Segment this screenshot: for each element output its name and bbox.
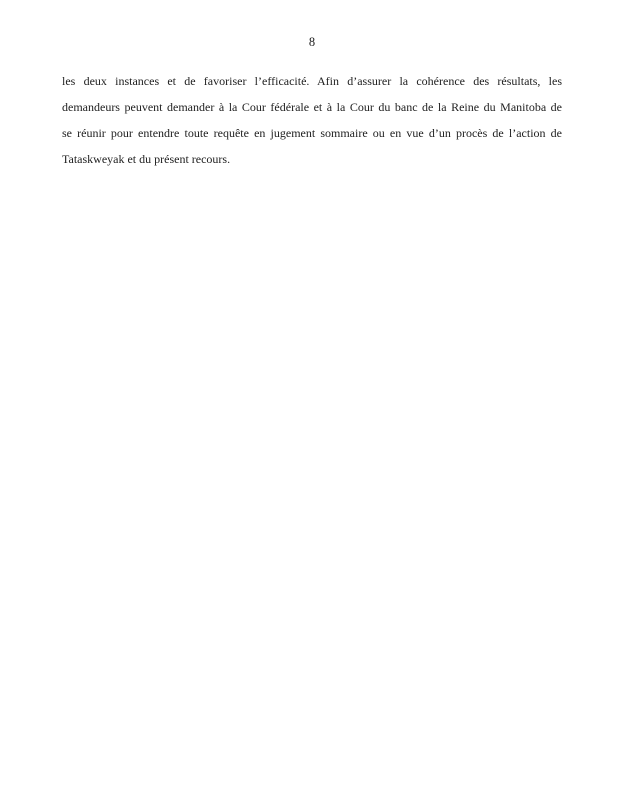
paragraph-line: Tataskweyak et du présent recours. <box>62 152 231 166</box>
paragraph-line: les deux instances et de favoriser l’efficacité. Afin d’assurer la cohérence des résultats, les <box>62 74 562 88</box>
page-number: 8 <box>308 35 316 49</box>
paragraph-line: demandeurs peuvent demander à la Cour fédérale et à la Cour du banc de la Reine du Manitoba de <box>62 100 562 114</box>
paragraph-line: se réunir pour entendre toute requête en jugement sommaire ou en vue d’un procès de l’action de <box>62 126 562 140</box>
body-paragraph <box>62 68 562 172</box>
